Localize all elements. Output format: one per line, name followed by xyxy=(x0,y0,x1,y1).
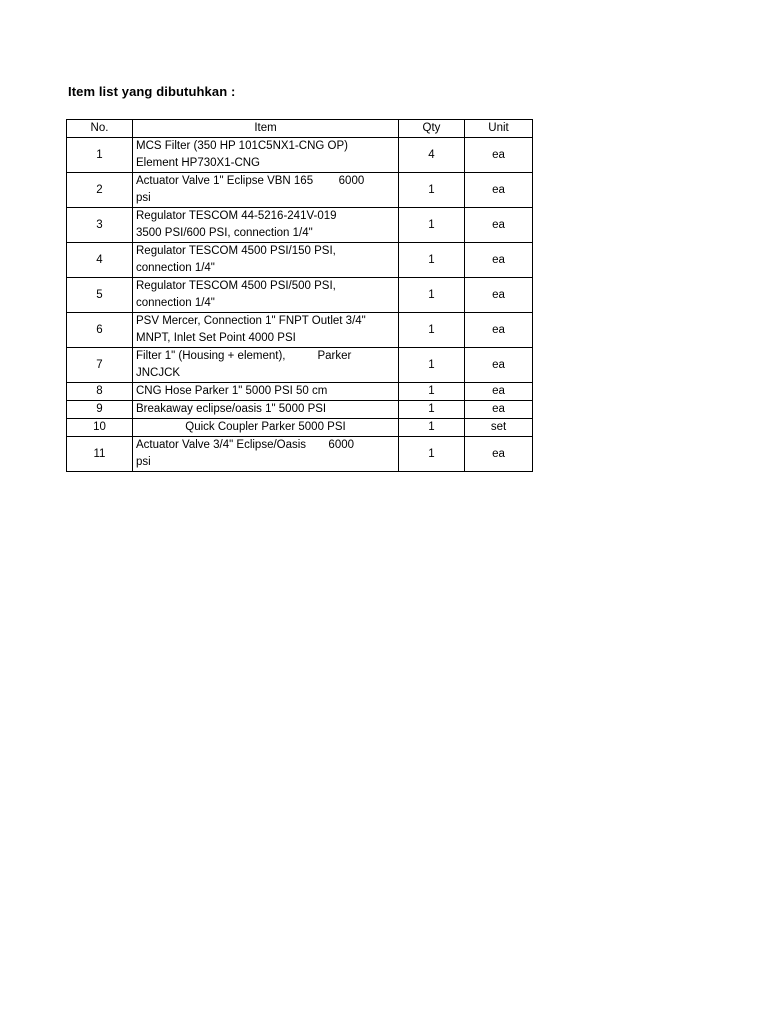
row-unit: ea xyxy=(465,383,533,401)
table-row xyxy=(67,419,533,437)
row-item: Actuator Valve 1" Eclipse VBN 165 6000 psi xyxy=(133,173,399,208)
document-title: Item list yang dibutuhkan : xyxy=(68,84,236,99)
row-item: MCS Filter (350 HP 101C5NX1-CNG OP) Element HP730X1-CNG xyxy=(133,138,399,173)
row-no: 11 xyxy=(67,437,133,472)
row-unit: set xyxy=(465,419,533,437)
header-no: No. xyxy=(67,120,133,138)
row-no: 1 xyxy=(67,138,133,173)
table-row xyxy=(67,243,533,278)
header-item: Item xyxy=(133,120,399,138)
row-no: 9 xyxy=(67,401,133,419)
row-qty: 1 xyxy=(399,348,465,383)
row-qty: 1 xyxy=(399,243,465,278)
row-qty: 1 xyxy=(399,419,465,437)
table-row xyxy=(67,278,533,313)
row-item: Regulator TESCOM 4500 PSI/500 PSI, connection 1/4" xyxy=(133,278,399,313)
row-qty: 1 xyxy=(399,313,465,348)
row-no: 4 xyxy=(67,243,133,278)
row-qty: 1 xyxy=(399,208,465,243)
row-no: 6 xyxy=(67,313,133,348)
table-row xyxy=(67,173,533,208)
table-row xyxy=(67,208,533,243)
row-qty: 1 xyxy=(399,173,465,208)
row-unit: ea xyxy=(465,173,533,208)
row-no: 8 xyxy=(67,383,133,401)
table-row xyxy=(67,138,533,173)
row-qty: 4 xyxy=(399,138,465,173)
row-qty: 1 xyxy=(399,401,465,419)
row-unit: ea xyxy=(465,208,533,243)
row-qty: 1 xyxy=(399,437,465,472)
table-row xyxy=(67,437,533,472)
row-qty: 1 xyxy=(399,383,465,401)
row-item: PSV Mercer, Connection 1" FNPT Outlet 3/4" MNPT, Inlet Set Point 4000 PSI xyxy=(133,313,399,348)
item-list-table xyxy=(66,119,533,472)
row-unit: ea xyxy=(465,138,533,173)
row-unit: ea xyxy=(465,401,533,419)
row-no: 5 xyxy=(67,278,133,313)
table-row xyxy=(67,348,533,383)
table-row xyxy=(67,383,533,401)
row-no: 7 xyxy=(67,348,133,383)
row-item: CNG Hose Parker 1" 5000 PSI 50 cm xyxy=(133,383,399,401)
row-unit: ea xyxy=(465,278,533,313)
row-unit: ea xyxy=(465,437,533,472)
row-unit: ea xyxy=(465,348,533,383)
header-unit: Unit xyxy=(465,120,533,138)
row-item: Regulator TESCOM 44-5216-241V-019 3500 PSI/600 PSI, connection 1/4" xyxy=(133,208,399,243)
row-item: Regulator TESCOM 4500 PSI/150 PSI, connection 1/4" xyxy=(133,243,399,278)
row-unit: ea xyxy=(465,313,533,348)
row-unit: ea xyxy=(465,243,533,278)
header-qty: Qty xyxy=(399,120,465,138)
table-header-row xyxy=(67,120,533,138)
row-no: 10 xyxy=(67,419,133,437)
row-item: Filter 1" (Housing + element), Parker JNCJCK xyxy=(133,348,399,383)
row-no: 2 xyxy=(67,173,133,208)
table-row xyxy=(67,401,533,419)
row-item: Breakaway eclipse/oasis 1" 5000 PSI xyxy=(133,401,399,419)
row-no: 3 xyxy=(67,208,133,243)
table-row xyxy=(67,313,533,348)
row-item: Quick Coupler Parker 5000 PSI xyxy=(133,419,399,437)
row-item: Actuator Valve 3/4" Eclipse/Oasis 6000 psi xyxy=(133,437,399,472)
row-qty: 1 xyxy=(399,278,465,313)
